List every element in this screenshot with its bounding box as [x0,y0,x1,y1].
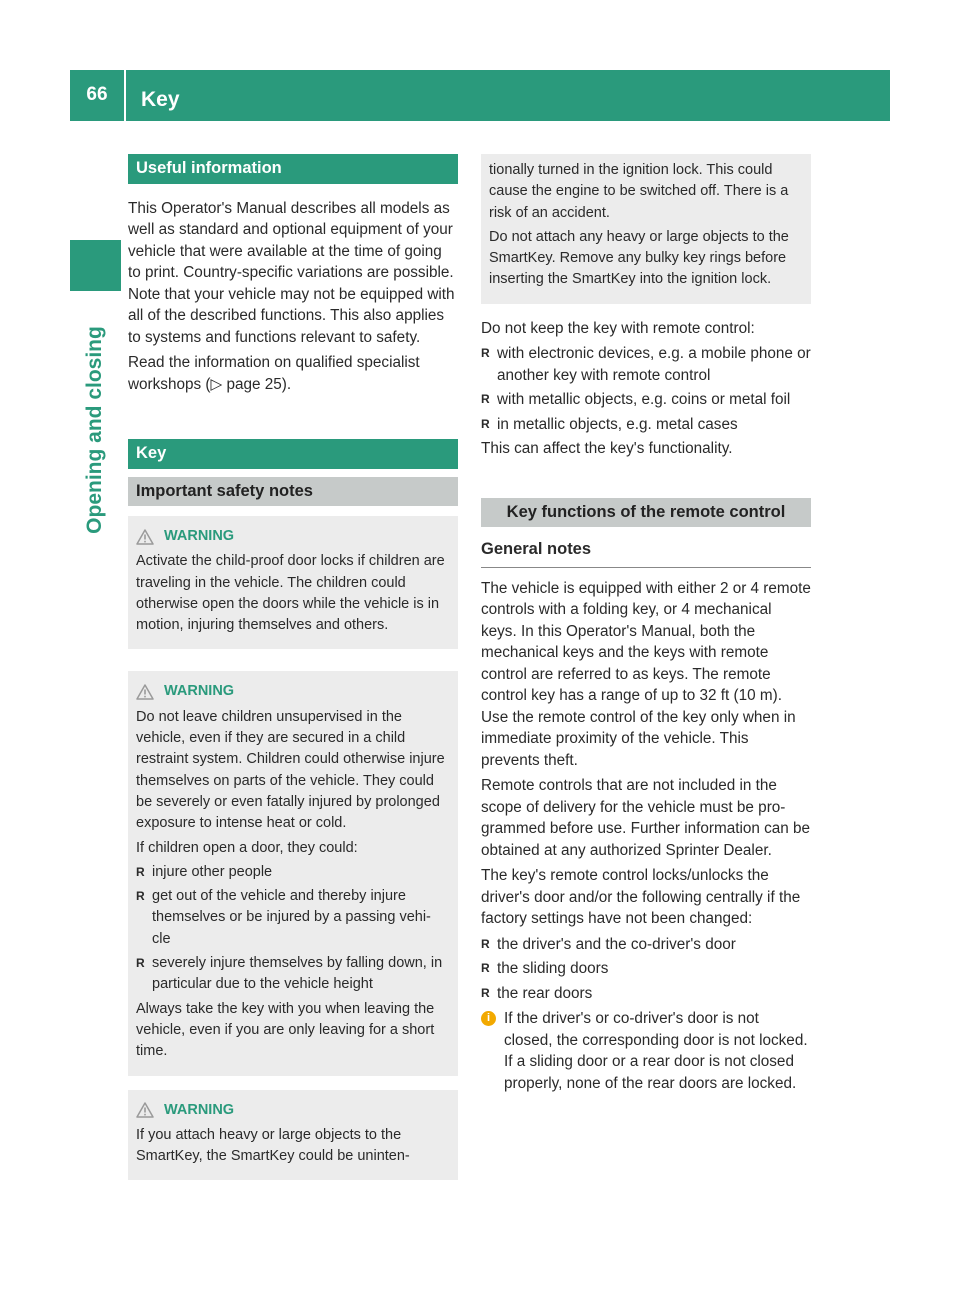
warning-text: Do not attach any heavy or large objects to the SmartKey. Remove any bulky key rings before inserting the SmartKey into the ignition lock. [489,228,789,288]
key-heading: Key [128,439,458,469]
warning-box-3 [128,1090,458,1181]
general-paragraph: The vehicle is equipped with either 2 or 4 remote controls with a folding key, or 4 mechanical keys. In this Operator's Manual, both the mechanical keys and the keys with remote control are referred to as keys. The remote control key has a range of up to 32 ft (10 m). Use the remote control of the key only when in immediate proximity of the vehicle. This prevents theft. [481,579,811,769]
list-item: R the sliding doors [481,958,811,980]
side-tab-marker [70,240,121,291]
bullet-marker-icon: R [481,961,490,976]
warning-text: Do not leave children unsupervised in the vehicle, even if they are secured in a child restraint system. Children could otherwise injure themselves on parts of the vehicle. They could be severely or even fatally injured by prolonged exposure to intense heat or cold. [136,708,445,832]
bullet-marker-icon: R [481,346,490,361]
warning-box-1 [128,516,458,649]
warning-text: If you attach heavy or large objects to the SmartKey, the SmartKey could be uninten- [136,1126,410,1165]
warning-label: WARNING [164,683,235,700]
header-divider [124,70,126,121]
right-column [481,154,811,1094]
warning-text: Always take the key with you when leaving the vehicle, even if you are only leaving for a short time. [136,1000,435,1060]
left-column [128,154,458,1180]
safety-notes-heading: Important safety notes [128,477,458,507]
useful-info-paragraph: This Operator's Manual describes all models as well as standard and optional equipment of your vehicle that were available at the time of going to print. Country-specific variations are possible. Note that your vehicle may not be equipped with all of the described functions. This also applies to systems and functions relevant to safety. [128,199,455,346]
no-keep-outro: This can affect the key's functionality. [481,440,733,458]
warning-triangle-icon [136,529,154,545]
warning-box-2 [128,671,458,1075]
general-paragraph: Remote controls that are not included in the scope of delivery for the vehicle must be pro- grammed before use. Further information can be obtained at any authorized Sprinter Dealer. [481,777,811,859]
warning-text: Activate the child-proof door locks if children are traveling in the vehicle. The children could otherwise open the doors while the vehicle is in motion, injuring themselves and others. [136,553,445,634]
list-item: R get out of the vehicle and thereby injure themselves or be injured by a passing vehi- cle [136,886,450,950]
page-number: 66 [86,84,108,105]
info-icon: i [481,1011,496,1026]
list-item: R with metallic objects, e.g. coins or metal foil [481,389,811,411]
warning-text: If children open a door, they could: [136,839,358,856]
bullet-marker-icon: R [481,936,490,951]
general-notes-heading: General notes [481,539,811,568]
list-item: R in metallic objects, e.g. metal cases [481,414,811,436]
warning-label: WARNING [164,1101,235,1118]
warning-text: tionally turned in the ignition lock. This could cause the engine to be switched off. There is a risk of an accident. [489,162,789,221]
side-section-label: Opening and closing [83,326,106,534]
bullet-marker-icon: R [136,889,145,904]
info-note [481,1008,811,1094]
warning-header [136,526,450,547]
list-item: R the driver's and the co-driver's door [481,934,811,956]
list-item: R with electronic devices, e.g. a mobile phone or another key with remote control [481,343,811,386]
bullet-marker-icon: R [481,416,490,431]
info-text: If the driver's or co-driver's door is not closed, the corresponding door is not locked. If a sliding door or a rear door is not closed properly, none of the rear doors are locked. [504,1010,808,1092]
list-item: R injure other people [136,862,450,883]
useful-info-heading: Useful information [128,154,458,184]
list-item: R the rear doors [481,983,811,1005]
warning-header [136,1100,450,1121]
warning-triangle-icon [136,1102,154,1118]
functions-heading: Key functions of the remote control [481,498,811,528]
warning-box-3-continued [481,154,811,304]
bullet-marker-icon: R [136,864,145,879]
list-item: R severely injure themselves by falling down, in particular due to the vehicle height [136,953,450,996]
workshops-paragraph: Read the information on qualified specialist workshops (▷ page 25). [128,354,420,393]
header-bar [70,70,890,121]
warning-label: WARNING [164,528,235,544]
warning-triangle-icon [136,684,154,700]
bullet-marker-icon: R [481,985,490,1000]
bullet-marker-icon: R [136,956,145,971]
warning-header [136,681,450,702]
general-paragraph: The key's remote control locks/unlocks the driver's door and/or the following centrally if the factory settings have not been changed: [481,867,801,928]
no-keep-intro: Do not keep the key with remote control: [481,319,755,337]
page-title: Key [141,88,180,111]
bullet-marker-icon: R [481,392,490,407]
